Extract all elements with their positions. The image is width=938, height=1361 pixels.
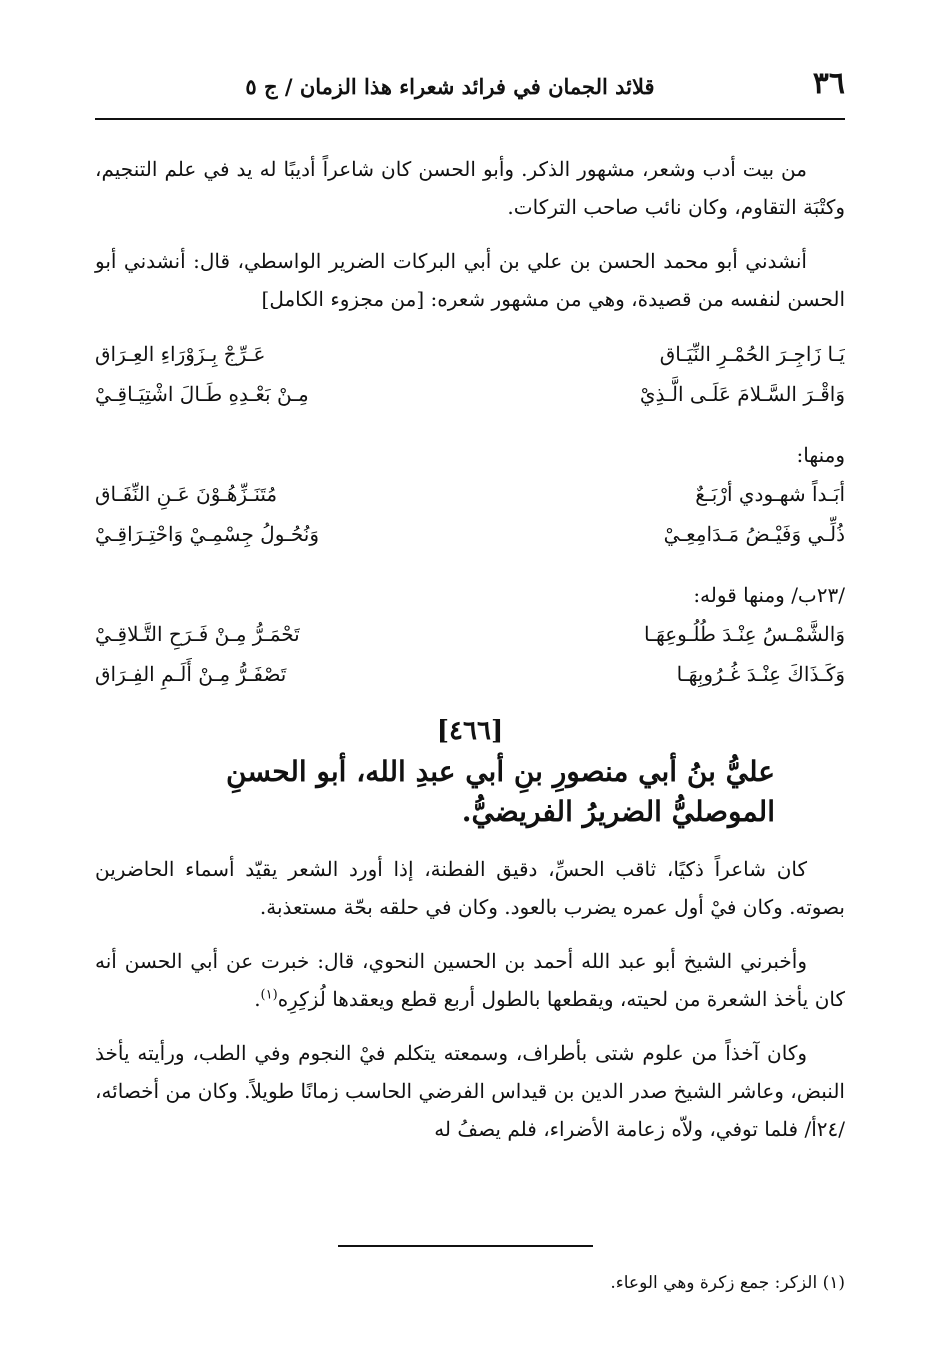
meter-label: [من مجزوء الكامل]: [261, 287, 425, 311]
verse-second-hemistich: مِـنْ بَعْـدِهِ طَـالَ اشْتِيَـاقِـيْ: [95, 382, 309, 406]
verse-line: [95, 374, 845, 414]
minha-label: /٢٣ب/ ومنها قوله:: [693, 583, 845, 607]
bio-text: وأخبرني الشيخ أبو عبد الله أحمد بن الحسين النحوي، قال: خبرت عن أبي الحسن أنه كان يأخذ الشعرة من لحيته، ويقطعها بالطول أربع قطع ويعقدها لُزكِرِه: [95, 949, 845, 1011]
verse-second-hemistich: تَصْفَـرُّ مِـنْ أَلَـمِ الفِـرَاق: [95, 662, 287, 686]
poem-block-2: [95, 474, 845, 554]
poem-block-1: [95, 334, 845, 414]
verse-second-hemistich: مُتَنَـزِّهُـوْنَ عَـنِ النِّفَـاق: [95, 482, 278, 506]
verse-line: [95, 614, 845, 654]
footnote-divider: [338, 1245, 593, 1247]
entry-number: [٤٦٦]: [436, 716, 504, 746]
verse-first-hemistich: وَكَـذَاكَ عِنْـدَ غُـرُوبِهَـا: [676, 662, 845, 686]
page-number: ٣٦: [812, 66, 845, 101]
paragraph-recitation: [95, 242, 845, 318]
bio-paragraph: وكان آخذاً من علوم شتى بأطراف، وسمعته يتكلم فيْ النجوم وفي الطب، ورأيته يأخذ النبض، وعاشر الشيخ صدر الدين بن قيداس الفرضي الحاسب زمانًا طويلاً. وكان من أخصائه، /٢٤أ/ فلما توفي، ولاّه زعامة الأضراء، فلم يصفُ له: [95, 1041, 845, 1141]
page-body: [95, 150, 845, 1164]
bio-paragraph: [95, 942, 845, 1018]
verse-line: [95, 474, 845, 514]
verse-second-hemistich: تَحْمَـرُّ مِـنْ فَـرَحِ التَّـلاقِـيْ: [95, 622, 300, 646]
verse-first-hemistich: وَالشَّمْـسُ عِنْـدَ طُلُـوعِهَـا: [644, 622, 845, 646]
minha-label: ومنها:: [796, 443, 845, 467]
verse-line: [95, 514, 845, 554]
verse-first-hemistich: يَـا زَاجِـرَ الحُمْـرِ النِّيَـاق: [659, 342, 845, 366]
paragraph-intro: من بيت أدب وشعر، مشهور الذكر. وأبو الحسن كان شاعراً أديبًا له يد في علم التنجيم، وكتْبَة التقاوم، وكان نائب صاحب التركات.: [95, 157, 845, 219]
verse-first-hemistich: ذُلِّـي وَفَيْـضُ مَـدَامِعِـيْ: [663, 522, 845, 546]
footnote-number: (١): [822, 1273, 845, 1293]
recitation-text: أنشدني أبو محمد الحسن بن علي بن أبي البركات الضرير الواسطي، قال: أنشدني أبو الحسن لنفسه من قصيدة، وهي من مشهور شعره:: [95, 249, 845, 311]
verse-second-hemistich: عَـرِّجْ بِـزَوْرَاءِ العِـرَاق: [95, 342, 266, 366]
footnote: [95, 1268, 845, 1298]
footnote-ref: (١): [260, 987, 278, 1003]
footnote-text: الزكر: جمع زكرة وهي الوعاء.: [610, 1273, 818, 1293]
page-header: [95, 60, 845, 120]
verse-line: [95, 654, 845, 694]
bio-paragraph: كان شاعراً ذكيًا، ثاقب الحسِّ، دقيق الفطنة، إذا أورد الشعر يقيّد أسماء الحاضرين بصوته. وكان فيْ أول عمره يضرب بالعود. وكان في حلقه بحّة مستعذبة.: [95, 857, 845, 919]
poem-block-3: [95, 614, 845, 694]
verse-line: [95, 334, 845, 374]
verse-second-hemistich: وَنُحُـولُ جِسْمِـيْ وَاحْتِـرَاقِـيْ: [95, 522, 320, 546]
verse-first-hemistich: أبَـداً شهـودي أرْبَـعٌ: [695, 482, 845, 506]
entry-title: عليُّ بنُ أبي منصورِ بنِ أبي عبدِ الله، أبو الحسنِ الموصليُّ الضريرُ الفريضيُّ.: [226, 755, 775, 828]
bio-text-end: .: [254, 987, 261, 1011]
verse-first-hemistich: وَاقْـرَ السَّـلامَ عَلَـى الَّـذِيْ: [639, 382, 845, 406]
running-title: قلائد الجمان في فرائد شعراء هذا الزمان / ج ٥: [245, 74, 655, 99]
